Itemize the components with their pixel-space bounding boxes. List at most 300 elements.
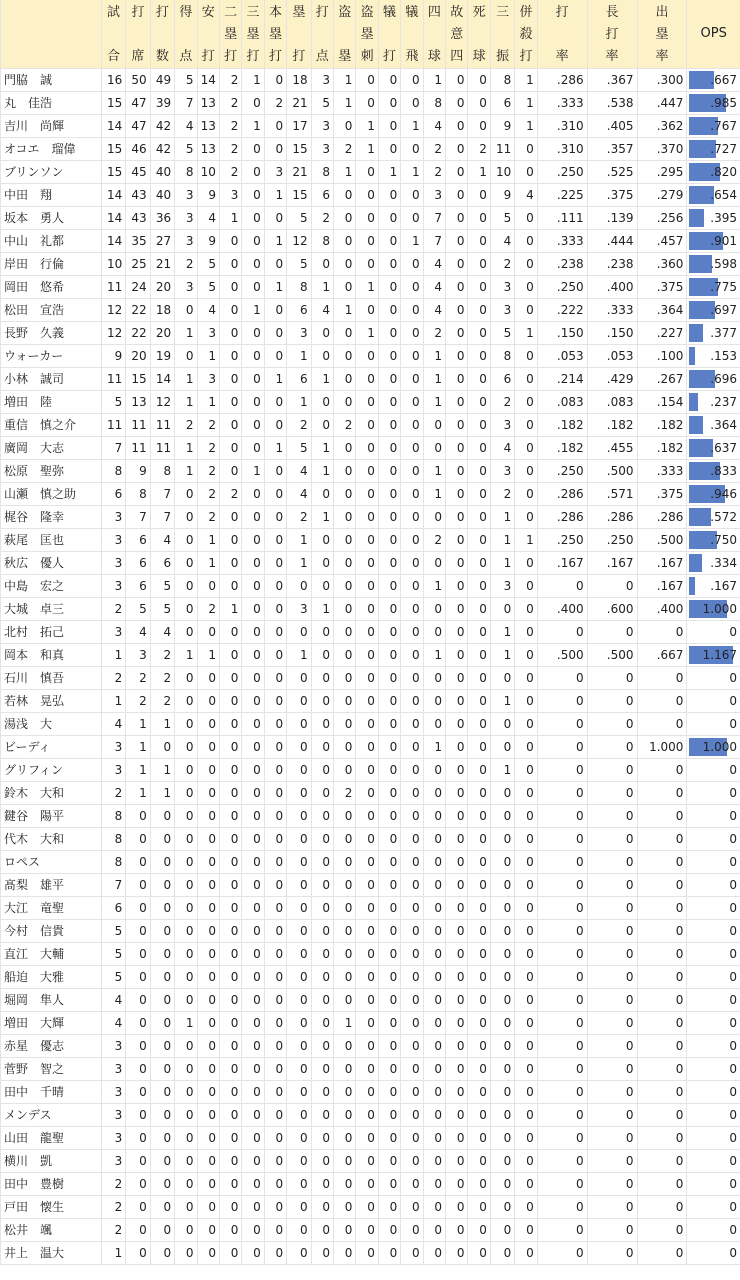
stat-cell-obp: .182 <box>637 437 687 460</box>
stat-cell-avg: .400 <box>537 598 587 621</box>
stat-cell-3b: 0 <box>242 943 264 966</box>
stat-cell-r: 0 <box>175 299 197 322</box>
stat-cell-hr: 0 <box>264 414 286 437</box>
stat-cell-bb: 0 <box>423 782 445 805</box>
stat-cell-sf: 0 <box>401 253 423 276</box>
player-name: 鈴木 大和 <box>1 782 102 805</box>
stat-cell-hbp: 0 <box>468 897 490 920</box>
stat-cell-ops <box>687 529 740 552</box>
stat-cell-slg: 0 <box>587 782 637 805</box>
stat-cell-slg: .150 <box>587 322 637 345</box>
stat-cell-sf: 0 <box>401 575 423 598</box>
stat-cell-3b: 0 <box>242 644 264 667</box>
stat-cell-g: 1 <box>101 644 125 667</box>
stat-cell-3b: 0 <box>242 690 264 713</box>
ops-value: 0 <box>729 1177 737 1191</box>
stat-cell-hbp: 0 <box>468 874 490 897</box>
stat-cell-ab: 0 <box>150 1012 174 1035</box>
stat-cell-so: 6 <box>490 368 514 391</box>
stat-cell-obp: 0 <box>637 851 687 874</box>
stat-cell-ibb: 0 <box>446 644 468 667</box>
stat-cell-sf: 0 <box>401 138 423 161</box>
stat-cell-ops <box>687 207 740 230</box>
stat-cell-3b: 0 <box>242 483 264 506</box>
stat-cell-avg: 0 <box>537 736 587 759</box>
player-name: ロペス <box>1 851 102 874</box>
stat-cell-ibb: 0 <box>446 184 468 207</box>
stat-cell-sf: 0 <box>401 368 423 391</box>
stat-cell-hbp: 0 <box>468 598 490 621</box>
stat-cell-sh: 0 <box>378 966 400 989</box>
stat-cell-gdp: 0 <box>515 230 537 253</box>
stat-cell-ops <box>687 1242 740 1265</box>
ops-value: 0 <box>729 1016 737 1030</box>
stat-cell-gdp: 1 <box>515 69 537 92</box>
stat-cell-sh: 0 <box>378 1012 400 1035</box>
stat-cell-slg: 0 <box>587 1104 637 1127</box>
stat-cell-pa: 0 <box>126 1219 150 1242</box>
stat-cell-hr: 1 <box>264 437 286 460</box>
stat-cell-pa: 0 <box>126 874 150 897</box>
stat-cell-pa: 13 <box>126 391 150 414</box>
stat-cell-h: 2 <box>197 437 219 460</box>
stat-cell-ab: 0 <box>150 1150 174 1173</box>
stat-cell-sb: 0 <box>334 966 356 989</box>
stat-cell-bb: 1 <box>423 736 445 759</box>
stat-cell-bb: 4 <box>423 253 445 276</box>
stat-cell-ab: 21 <box>150 253 174 276</box>
player-name: 代木 大和 <box>1 828 102 851</box>
stat-cell-g: 2 <box>101 1173 125 1196</box>
stat-cell-pa: 0 <box>126 1012 150 1035</box>
stat-cell-avg: .333 <box>537 92 587 115</box>
stat-cell-ibb: 0 <box>446 690 468 713</box>
stat-cell-bb: 0 <box>423 1242 445 1265</box>
stat-cell-2b: 0 <box>219 230 241 253</box>
ops-value: .667 <box>710 73 737 87</box>
ops-value: .167 <box>710 579 737 593</box>
stat-cell-slg: .357 <box>587 138 637 161</box>
stat-cell-ibb: 0 <box>446 92 468 115</box>
stat-cell-sh: 0 <box>378 506 400 529</box>
stat-cell-sf: 0 <box>401 322 423 345</box>
table-row <box>1 1196 740 1219</box>
header-bb-line <box>424 24 445 46</box>
stat-cell-ibb: 0 <box>446 207 468 230</box>
table-row <box>1 897 740 920</box>
stat-cell-rbi: 0 <box>311 575 333 598</box>
stat-cell-avg: .250 <box>537 161 587 184</box>
stat-cell-bb: 4 <box>423 299 445 322</box>
stat-cell-hbp: 0 <box>468 299 490 322</box>
stat-cell-3b: 0 <box>242 322 264 345</box>
player-name: 井上 温大 <box>1 1242 102 1265</box>
stat-cell-pa: 0 <box>126 1035 150 1058</box>
stat-cell-sh: 0 <box>378 1196 400 1219</box>
stat-cell-r: 4 <box>175 115 197 138</box>
stat-cell-so: 2 <box>490 483 514 506</box>
stat-cell-ab: 27 <box>150 230 174 253</box>
stat-cell-hbp: 0 <box>468 552 490 575</box>
header-ab <box>150 0 174 69</box>
stat-cell-hr: 0 <box>264 345 286 368</box>
table-row <box>1 713 740 736</box>
stat-cell-cs: 0 <box>356 1219 378 1242</box>
stat-cell-hbp: 0 <box>468 943 490 966</box>
stat-cell-g: 3 <box>101 1104 125 1127</box>
stat-cell-g: 4 <box>101 1012 125 1035</box>
stat-cell-ops <box>687 690 740 713</box>
stat-cell-2b: 0 <box>219 690 241 713</box>
stat-cell-rbi: 2 <box>311 207 333 230</box>
stat-cell-r: 0 <box>175 1219 197 1242</box>
stat-cell-avg: 0 <box>537 966 587 989</box>
table-row <box>1 552 740 575</box>
header-slg-line: 率 <box>605 49 619 64</box>
stat-cell-pa: 4 <box>126 621 150 644</box>
header-h-line <box>198 24 219 46</box>
stat-cell-ibb: 0 <box>446 736 468 759</box>
stat-cell-g: 14 <box>101 207 125 230</box>
stat-cell-sh: 0 <box>378 851 400 874</box>
stat-cell-cs: 1 <box>356 276 378 299</box>
stat-cell-ops <box>687 1104 740 1127</box>
header-sb-line <box>334 24 355 46</box>
stat-cell-ops <box>687 759 740 782</box>
table-row <box>1 989 740 1012</box>
stat-cell-sb: 0 <box>334 1173 356 1196</box>
stat-cell-h: 0 <box>197 851 219 874</box>
stat-cell-h: 5 <box>197 253 219 276</box>
stat-cell-2b: 0 <box>219 713 241 736</box>
stat-cell-sb: 0 <box>334 621 356 644</box>
stat-cell-ops <box>687 828 740 851</box>
stat-cell-hr: 0 <box>264 874 286 897</box>
ops-value: 0 <box>729 901 737 915</box>
stat-cell-pa: 0 <box>126 805 150 828</box>
stat-cell-hr: 0 <box>264 529 286 552</box>
stat-cell-tb: 2 <box>287 414 311 437</box>
stat-cell-ibb: 0 <box>446 621 468 644</box>
stat-cell-r: 0 <box>175 621 197 644</box>
stat-cell-hbp: 0 <box>468 644 490 667</box>
stat-cell-sb: 0 <box>334 644 356 667</box>
header-pa-line: 席 <box>131 49 145 64</box>
stat-cell-g: 12 <box>101 299 125 322</box>
stat-cell-ops <box>687 460 740 483</box>
player-name: 岡本 和真 <box>1 644 102 667</box>
stat-cell-gdp: 0 <box>515 460 537 483</box>
stat-cell-3b: 0 <box>242 598 264 621</box>
header-sh-line <box>379 24 400 46</box>
stat-cell-r: 1 <box>175 1012 197 1035</box>
stat-cell-cs: 0 <box>356 1058 378 1081</box>
stat-cell-bb: 0 <box>423 943 445 966</box>
stat-cell-avg: .111 <box>537 207 587 230</box>
stat-cell-g: 14 <box>101 115 125 138</box>
stat-cell-ab: 2 <box>150 690 174 713</box>
stat-cell-ops <box>687 644 740 667</box>
stat-cell-ab: 6 <box>150 552 174 575</box>
stat-cell-ab: 11 <box>150 414 174 437</box>
ops-value: .767 <box>710 119 737 133</box>
stat-cell-2b: 2 <box>219 69 241 92</box>
stat-cell-hbp: 0 <box>468 276 490 299</box>
stat-cell-pa: 1 <box>126 782 150 805</box>
stat-cell-sf: 0 <box>401 1035 423 1058</box>
stat-cell-sf: 0 <box>401 1058 423 1081</box>
stat-cell-obp: 0 <box>637 621 687 644</box>
stat-cell-hr: 0 <box>264 506 286 529</box>
stat-cell-ab: 36 <box>150 207 174 230</box>
header-hbp-line: 球 <box>472 49 486 64</box>
stat-cell-cs: 0 <box>356 713 378 736</box>
stat-cell-obp: .256 <box>637 207 687 230</box>
stat-cell-sb: 0 <box>334 483 356 506</box>
stat-cell-gdp: 4 <box>515 184 537 207</box>
stat-cell-so: 3 <box>490 575 514 598</box>
stat-cell-r: 0 <box>175 736 197 759</box>
stat-cell-so: 0 <box>490 1012 514 1035</box>
stat-cell-ibb: 0 <box>446 1242 468 1265</box>
stat-cell-hbp: 2 <box>468 138 490 161</box>
stat-cell-ab: 4 <box>150 529 174 552</box>
stat-cell-h: 4 <box>197 207 219 230</box>
stat-cell-ops <box>687 782 740 805</box>
stat-cell-sb: 0 <box>334 667 356 690</box>
stat-cell-2b: 2 <box>219 115 241 138</box>
stat-cell-r: 5 <box>175 138 197 161</box>
stat-cell-ab: 20 <box>150 276 174 299</box>
stat-cell-slg: 0 <box>587 805 637 828</box>
ops-value: .820 <box>710 165 737 179</box>
player-name: 石川 慎吾 <box>1 667 102 690</box>
stat-cell-tb: 0 <box>287 782 311 805</box>
stat-cell-sf: 0 <box>401 1127 423 1150</box>
stat-cell-bb: 1 <box>423 69 445 92</box>
stat-cell-avg: .310 <box>537 115 587 138</box>
player-name: 松原 聖弥 <box>1 460 102 483</box>
stat-cell-g: 3 <box>101 736 125 759</box>
stat-cell-so: 1 <box>490 644 514 667</box>
header-ibb <box>446 0 468 69</box>
stat-cell-avg: 0 <box>537 1058 587 1081</box>
stat-cell-g: 3 <box>101 759 125 782</box>
stat-cell-gdp: 0 <box>515 414 537 437</box>
stat-cell-bb: 0 <box>423 621 445 644</box>
stat-cell-2b: 0 <box>219 782 241 805</box>
stat-cell-tb: 0 <box>287 1196 311 1219</box>
stat-cell-ops <box>687 736 740 759</box>
ops-value: 0 <box>729 786 737 800</box>
table-row <box>1 529 740 552</box>
table-row <box>1 1104 740 1127</box>
stat-cell-obp: 0 <box>637 1219 687 1242</box>
header-r-line: 得 <box>179 5 193 20</box>
stat-cell-so: 0 <box>490 782 514 805</box>
header-gdp-line: 併 <box>519 5 533 20</box>
stat-cell-sh: 0 <box>378 207 400 230</box>
stat-cell-so: 0 <box>490 828 514 851</box>
stat-cell-rbi: 0 <box>311 920 333 943</box>
stat-cell-rbi: 0 <box>311 943 333 966</box>
stat-cell-h: 0 <box>197 828 219 851</box>
stat-cell-cs: 0 <box>356 506 378 529</box>
header-pa-line: 打 <box>131 5 145 20</box>
stat-cell-hr: 0 <box>264 138 286 161</box>
stat-cell-slg: 0 <box>587 1219 637 1242</box>
stat-cell-pa: 1 <box>126 736 150 759</box>
stat-cell-sf: 0 <box>401 782 423 805</box>
stat-cell-pa: 0 <box>126 851 150 874</box>
stat-cell-pa: 5 <box>126 598 150 621</box>
stat-cell-3b: 0 <box>242 138 264 161</box>
stat-cell-2b: 0 <box>219 1081 241 1104</box>
stat-cell-ops <box>687 1127 740 1150</box>
stat-cell-ab: 0 <box>150 1242 174 1265</box>
stat-cell-h: 10 <box>197 161 219 184</box>
stat-cell-rbi: 1 <box>311 368 333 391</box>
table-body <box>1 69 740 1265</box>
stat-cell-hr: 0 <box>264 1035 286 1058</box>
stat-cell-rbi: 0 <box>311 828 333 851</box>
stat-cell-ibb: 0 <box>446 345 468 368</box>
stat-cell-ab: 20 <box>150 322 174 345</box>
header-tb-line: 打 <box>292 49 306 64</box>
stat-cell-hbp: 0 <box>468 1219 490 1242</box>
ops-value: 0 <box>729 809 737 823</box>
stat-cell-h: 0 <box>197 621 219 644</box>
stat-cell-sh: 0 <box>378 1035 400 1058</box>
stat-cell-cs: 0 <box>356 989 378 1012</box>
stat-cell-tb: 5 <box>287 253 311 276</box>
ops-value: 1.167 <box>702 648 737 662</box>
stat-cell-slg: .286 <box>587 506 637 529</box>
header-cs-line: 盗 <box>360 5 374 20</box>
stat-cell-3b: 0 <box>242 1242 264 1265</box>
stat-cell-ops <box>687 966 740 989</box>
stat-cell-g: 2 <box>101 598 125 621</box>
stat-cell-ibb: 0 <box>446 276 468 299</box>
stat-cell-gdp: 0 <box>515 1173 537 1196</box>
stat-cell-cs: 0 <box>356 184 378 207</box>
stat-cell-sb: 0 <box>334 253 356 276</box>
stat-cell-bb: 0 <box>423 552 445 575</box>
stat-cell-hr: 0 <box>264 1081 286 1104</box>
player-name: 吉川 尚輝 <box>1 115 102 138</box>
stat-cell-ops <box>687 920 740 943</box>
stat-cell-obp: .333 <box>637 460 687 483</box>
stat-cell-bb: 0 <box>423 1104 445 1127</box>
stat-cell-ops <box>687 230 740 253</box>
stat-cell-ops <box>687 989 740 1012</box>
stat-cell-sf: 0 <box>401 506 423 529</box>
table-row <box>1 736 740 759</box>
ops-value: .572 <box>710 510 737 524</box>
table-row <box>1 391 740 414</box>
stat-cell-so: 0 <box>490 1219 514 1242</box>
ops-value: 0 <box>729 671 737 685</box>
stat-cell-rbi: 3 <box>311 69 333 92</box>
stat-cell-ab: 49 <box>150 69 174 92</box>
table-row <box>1 92 740 115</box>
stat-cell-so: 1 <box>490 759 514 782</box>
stat-cell-sb: 0 <box>334 713 356 736</box>
stat-cell-cs: 0 <box>356 460 378 483</box>
stat-cell-r: 0 <box>175 851 197 874</box>
stat-cell-tb: 1 <box>287 644 311 667</box>
ops-value: 1.000 <box>702 602 737 616</box>
stat-cell-slg: .139 <box>587 207 637 230</box>
stat-cell-sh: 0 <box>378 115 400 138</box>
stat-cell-cs: 0 <box>356 1196 378 1219</box>
stat-cell-obp: .154 <box>637 391 687 414</box>
stat-cell-hbp: 0 <box>468 368 490 391</box>
stat-cell-bb: 0 <box>423 1012 445 1035</box>
stat-cell-g: 7 <box>101 437 125 460</box>
stat-cell-bb: 0 <box>423 1058 445 1081</box>
stat-cell-cs: 0 <box>356 414 378 437</box>
table-row <box>1 161 740 184</box>
stat-cell-rbi: 0 <box>311 736 333 759</box>
stat-cell-2b: 0 <box>219 575 241 598</box>
stat-cell-pa: 47 <box>126 92 150 115</box>
stat-cell-so: 3 <box>490 460 514 483</box>
player-name: 湯浅 大 <box>1 713 102 736</box>
player-name: 髙梨 雄平 <box>1 874 102 897</box>
stat-cell-3b: 0 <box>242 253 264 276</box>
stat-cell-h: 9 <box>197 230 219 253</box>
header-pa-line <box>126 24 149 46</box>
stat-cell-avg: 0 <box>537 621 587 644</box>
stat-cell-hbp: 0 <box>468 1035 490 1058</box>
stat-cell-sb: 0 <box>334 368 356 391</box>
stat-cell-rbi: 0 <box>311 1173 333 1196</box>
table-row <box>1 966 740 989</box>
header-name-line <box>1 46 101 68</box>
stat-cell-pa: 0 <box>126 1127 150 1150</box>
player-name: 長野 久義 <box>1 322 102 345</box>
stat-cell-bb: 2 <box>423 529 445 552</box>
stat-cell-tb: 5 <box>287 207 311 230</box>
stat-cell-tb: 6 <box>287 299 311 322</box>
stat-cell-hbp: 0 <box>468 69 490 92</box>
stat-cell-tb: 0 <box>287 1219 311 1242</box>
ops-value: 0 <box>729 1246 737 1260</box>
stat-cell-slg: 0 <box>587 1058 637 1081</box>
stat-cell-tb: 0 <box>287 897 311 920</box>
ops-value: 0 <box>729 1062 737 1076</box>
stat-cell-cs: 0 <box>356 552 378 575</box>
stat-cell-rbi: 1 <box>311 437 333 460</box>
stat-cell-tb: 5 <box>287 437 311 460</box>
stat-cell-3b: 0 <box>242 1035 264 1058</box>
stat-cell-g: 2 <box>101 667 125 690</box>
stat-cell-h: 2 <box>197 483 219 506</box>
stat-cell-cs: 0 <box>356 782 378 805</box>
stat-cell-hbp: 0 <box>468 1104 490 1127</box>
stat-cell-slg: .571 <box>587 483 637 506</box>
stat-cell-obp: 0 <box>637 943 687 966</box>
stat-cell-cs: 0 <box>356 1035 378 1058</box>
stat-cell-pa: 6 <box>126 552 150 575</box>
stat-cell-sb: 0 <box>334 874 356 897</box>
stat-cell-sh: 0 <box>378 230 400 253</box>
stat-cell-r: 1 <box>175 644 197 667</box>
stat-cell-ab: 0 <box>150 874 174 897</box>
stat-cell-obp: 0 <box>637 667 687 690</box>
stat-cell-obp: 0 <box>637 1104 687 1127</box>
